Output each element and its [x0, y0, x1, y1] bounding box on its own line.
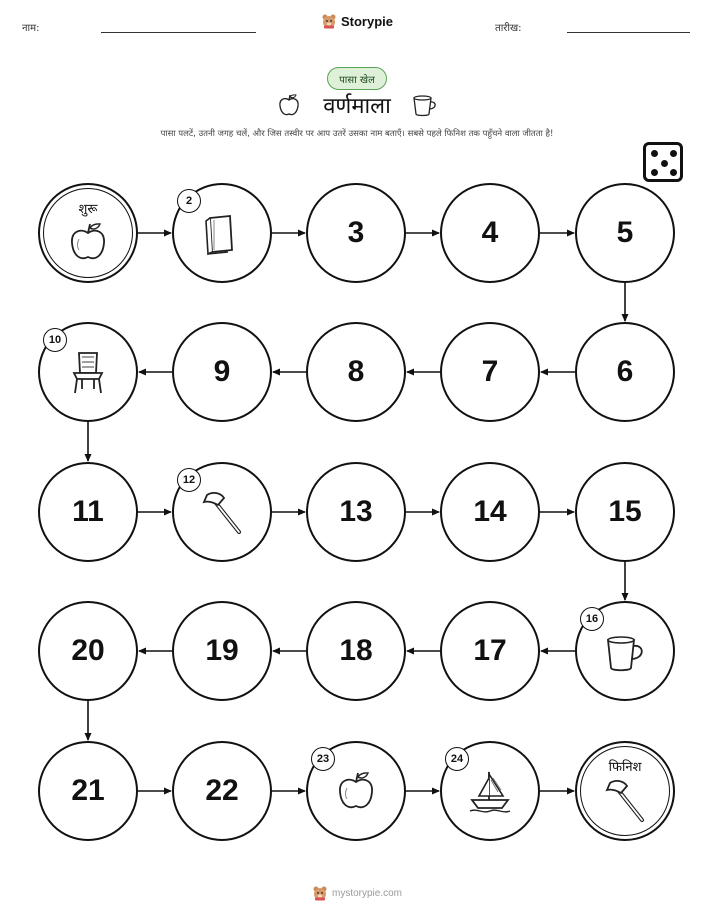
- space-number: 8: [347, 355, 365, 388]
- book-icon: [199, 210, 245, 256]
- board-space-4[interactable]: [440, 183, 540, 283]
- board-space-12[interactable]: [172, 462, 272, 562]
- board-space-3[interactable]: [306, 183, 406, 283]
- board-space-18[interactable]: [306, 601, 406, 701]
- space-number: 7: [481, 355, 499, 388]
- space-number-tag: 2: [177, 189, 201, 213]
- space-number: 21: [71, 774, 105, 807]
- space-number: 19: [205, 634, 239, 667]
- game-type-badge: पासा खेल: [327, 67, 387, 90]
- name-label: नाम:: [22, 23, 40, 34]
- space-number: 5: [616, 216, 634, 249]
- space-number-tag: 12: [177, 468, 201, 492]
- board-space-24[interactable]: [440, 741, 540, 841]
- space-number-tag: 23: [311, 747, 335, 771]
- space-number: 9: [213, 355, 231, 388]
- board-space-7[interactable]: [440, 322, 540, 422]
- axe-icon: [199, 489, 245, 535]
- space-number: 22: [205, 774, 239, 807]
- space-number: 4: [481, 216, 499, 249]
- chair-icon: [65, 349, 111, 395]
- space-number-tag: 24: [445, 747, 469, 771]
- board-space-6[interactable]: [575, 322, 675, 422]
- space-number: 14: [473, 495, 507, 528]
- board-space-21[interactable]: [38, 741, 138, 841]
- board-space-9[interactable]: [172, 322, 272, 422]
- board-space-8[interactable]: [306, 322, 406, 422]
- cup-icon: [602, 628, 648, 674]
- board-space-2[interactable]: [172, 183, 272, 283]
- space-number: 13: [339, 495, 373, 528]
- space-number: 20: [71, 634, 105, 667]
- boat-icon: [467, 768, 513, 814]
- board-space-22[interactable]: [172, 741, 272, 841]
- space-number-tag: 10: [43, 328, 67, 352]
- board-space-14[interactable]: [440, 462, 540, 562]
- brand-name: Storypie: [340, 13, 393, 29]
- board-space-23[interactable]: [306, 741, 406, 841]
- board-space-11[interactable]: [38, 462, 138, 562]
- board-space-17[interactable]: [440, 601, 540, 701]
- board-space-20[interactable]: [38, 601, 138, 701]
- space-number-tag: 16: [580, 607, 604, 631]
- footer: [0, 885, 714, 901]
- instructions: पासा पलटें, उतनी जगह चलें, और जिस तस्वीर पर आप उतरें उसका नाम बताएँ। सबसे पहले फिनिश तक पहुँचने वाला जीतता है!: [160, 129, 554, 139]
- space-number: 15: [608, 495, 642, 528]
- finish-label: फिनिश: [608, 760, 642, 775]
- date-label: तारीख:: [495, 23, 522, 34]
- board-space-15[interactable]: [575, 462, 675, 562]
- page-title: वर्णमाला: [323, 94, 391, 119]
- apple-icon: [333, 768, 379, 814]
- space-number: 3: [347, 216, 365, 249]
- finish-space[interactable]: [575, 741, 675, 841]
- axe-icon: [602, 777, 648, 823]
- board-space-10[interactable]: [38, 322, 138, 422]
- start-space[interactable]: [38, 183, 138, 283]
- footer-site: mystorypie.com: [331, 887, 402, 899]
- board-space-5[interactable]: [575, 183, 675, 283]
- start-label: शुरू: [78, 202, 98, 217]
- bear-icon: [312, 885, 328, 901]
- space-number: 11: [72, 495, 104, 528]
- space-number: 6: [616, 355, 634, 388]
- space-number: 17: [473, 634, 507, 667]
- board-space-13[interactable]: [306, 462, 406, 562]
- apple-icon: [65, 219, 111, 265]
- board-space-19[interactable]: [172, 601, 272, 701]
- space-number: 18: [339, 634, 373, 667]
- board-space-16[interactable]: [575, 601, 675, 701]
